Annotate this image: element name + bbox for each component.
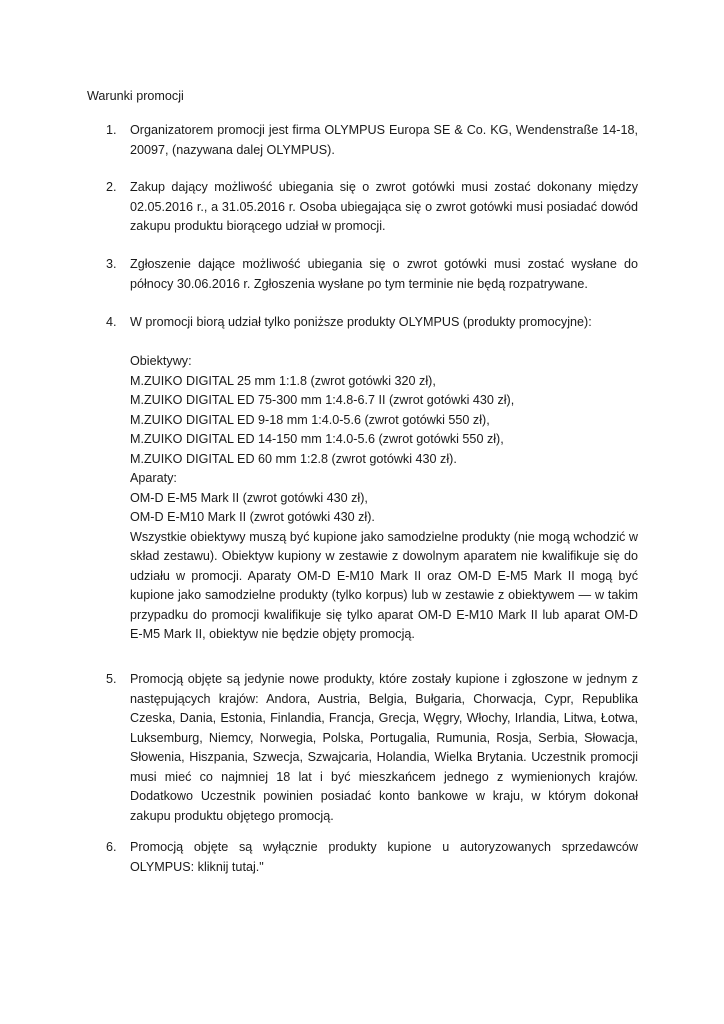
- item-number: 4.: [106, 315, 117, 329]
- products-note: Wszystkie obiektywy muszą być kupione jako samodzielne produkty (nie mogą wchodzić w skład zestawu). Obiektyw kupiony w zestawie z dowolnym aparatem nie kwalifikuje się do udziału w promocji. Aparaty OM-D E-M10 Mark II oraz OM-D E-M5 Mark II mogą być kupione jako samodzielne produkty (tylko korpus) lub w zestawie z obiektywem — w takim przypadku do promocji kwalifikuje się tylko aparat OM-D E-M10 Mark II lub aparat OM-D E-M5 Mark II, obiektyw nie będzie objęty promocją.: [130, 529, 638, 641]
- product-line: M.ZUIKO DIGITAL ED 75‑300 mm 1:4.8-6.7 II (zwrot gotówki 430 zł),: [130, 393, 515, 407]
- product-line: M.ZUIKO DIGITAL ED 9‑18 mm 1:4.0-5.6 (zwrot gotówki 550 zł),: [130, 412, 490, 427]
- product-line: M.ZUIKO DIGITAL ED 60 mm 1:2.8 (zwrot gotówki 430 zł).: [130, 451, 457, 466]
- item-text: Promocją objęte są jedynie nowe produkty, które zostały kupione i zgłoszone w jednym z następujących krajów: Andora, Austria, Belgia, Bułgaria, Chorwacja, Cypr, Republika Czeska, Dania, Estonia, Finlandia, Francja, Grecja, Węgry, Włochy, Irlandia, Litwa, Łotwa, Luksemburg, Niemcy, Norwegia, Polska, Portugalia, Rumunia, Rosja, Serbia, Słowacja, Słowenia, Hiszpania, Szwecja, Szwajcaria, Holandia, Wielka Brytania. Uczestnik promocji musi mieć co najmniej 18 lat i być mieszkańcem jednego z wymienionych krajów. Dodatkowo Uczestnik powinien posiadać konto bankowe w kraju, w którym dokonał zakupu produktu objętego promocją.: [130, 672, 638, 823]
- product-line: OM-D E-M5 Mark II (zwrot gotówki 430 zł),: [130, 490, 368, 505]
- item-text: W promocji biorą udział tylko poniższe produkty OLYMPUS (produkty promocyjne):: [130, 315, 592, 329]
- item-text: Organizatorem promocji jest firma OLYMPUS Europa SE & Co. KG, Wendenstraße 14-18, 20097, (nazywana dalej OLYMPUS).: [130, 123, 638, 157]
- item-text: Zgłoszenie dające możliwość ubiegania się o zwrot gotówki musi zostać wysłane do północy 30.06.2016 r. Zgłoszenia wysłane po tym terminie nie będą rozpatrywane.: [130, 257, 638, 291]
- item-number: 1.: [106, 123, 117, 137]
- document-title: Warunki promocji: [87, 89, 184, 103]
- item-body: [130, 838, 638, 877]
- item-number: 6.: [106, 840, 117, 854]
- item-number: 5.: [106, 672, 117, 686]
- cameras-heading: Aparaty:: [130, 471, 177, 485]
- product-line: OM-D E-M10 Mark II (zwrot gotówki 430 zł).: [130, 510, 375, 524]
- item-body: [130, 670, 638, 826]
- products-block: [130, 352, 638, 528]
- item-body: [130, 255, 638, 294]
- item-number: 2.: [106, 180, 117, 194]
- item-text: Promocją objęte są wyłącznie produkty kupione u autoryzowanych sprzedawców OLYMPUS: kliknij tutaj.": [130, 840, 638, 874]
- item-number: 3.: [106, 257, 117, 271]
- product-line: M.ZUIKO DIGITAL ED 14‑150 mm 1:4.0-5.6 (zwrot gotówki 550 zł),: [130, 432, 504, 446]
- item-body: [130, 313, 638, 645]
- lenses-heading: Obiektywy:: [130, 354, 192, 368]
- product-line: M.ZUIKO DIGITAL 25 mm 1:1.8 (zwrot gotówki 320 zł),: [130, 373, 436, 388]
- item-body: [130, 178, 638, 237]
- item-body: [130, 121, 638, 160]
- item-text: Zakup dający możliwość ubiegania się o zwrot gotówki musi zostać dokonany między 02.05.2016 r., a 31.05.2016 r. Osoba ubiegająca się o zwrot gotówki musi posiadać dowód zakupu produktu biorącego udział w promocji.: [130, 180, 638, 233]
